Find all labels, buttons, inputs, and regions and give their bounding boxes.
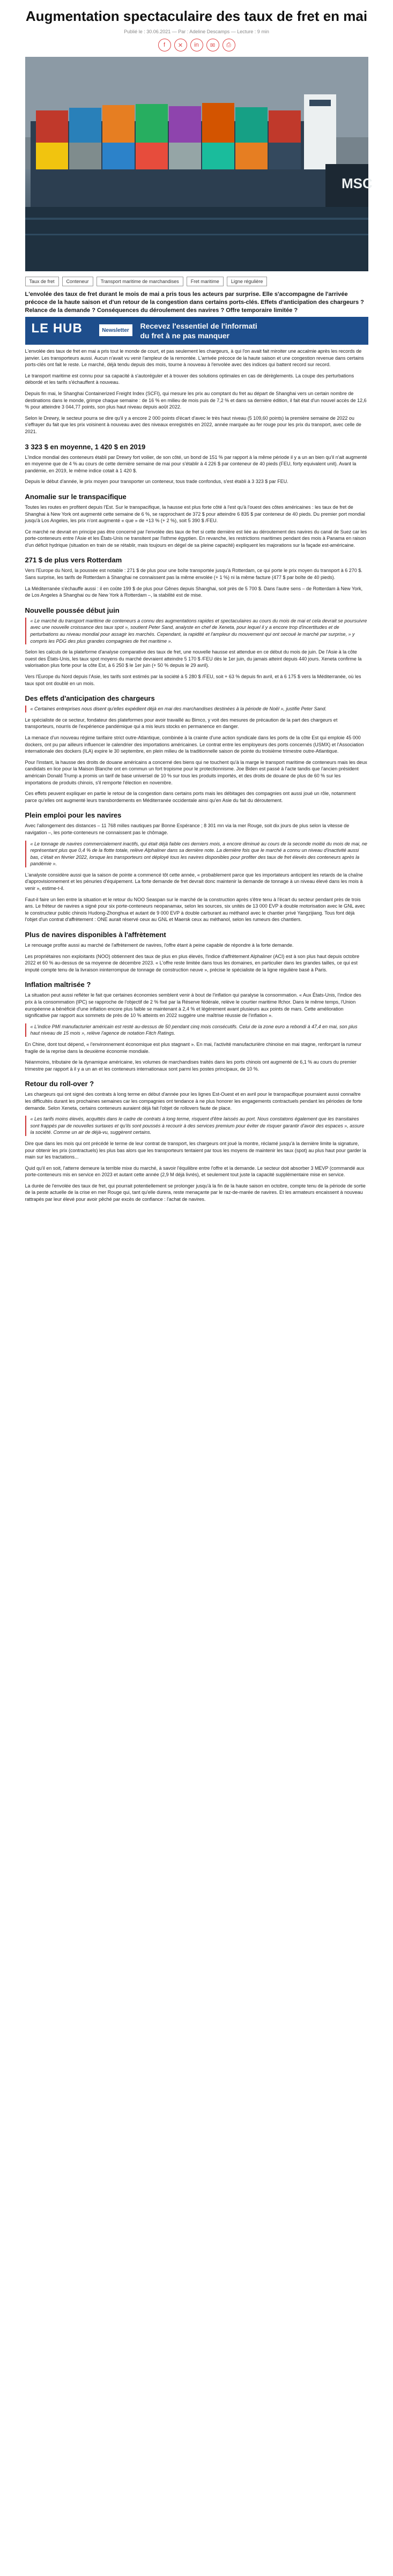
body-paragraph: Faut-il faire un lien entre la situation et le retour du NOO Seaspan sur le marché de la construction après s'être tenu à l'écart du secteur pendant près de trois ans. Le fréteur de navires a signé pour six porte-conteneurs neopanamax, selon les sources, six unités de 13 000 EVP à double motorisation avec le GNL avec le constructeur public chinois Hudong-Zhonghua et autant de 9 000 EVP à double carburant au méthanol avec le chantier privé Yangzijiang. Tous font déjà l'objet d'un contrat d'affrètement : ONE aurait réservé ceux au GNL et Maersk ceux au méthanol, selon les rumeurs des chantiers. [25,896,365,923]
body-paragraph: Toutes les routes en profitent depuis l'Est. Sur le transpacifique, la hausse est plus forte côté à l'est qu'à l'ouest des côtes américaines : les taux de fret de Shanghai à New York ont augmenté cette semaine de 6 %, se rapprochant de 372 $ pour atteindre 6 835 $ par conteneur de 40 pieds. Du premier port mondial jusqu'à Los Angeles, les prix n'ont augmenté « que » de +13 % (+ 2 %), soit 5 390 $ /FEU. [25,504,365,524]
section-heading: Inflation maîtrisée ? [25,981,91,989]
body-paragraph: Ce marché ne devrait en principe pas être concerné par l'envolée des taux de fret si cette dernière est liée au déroutement des navires du canal de Suez car les porte-conteneurs entre l'Asie et les États-Unis ne transitent par l'isthme égyptien. En revanche, les restrictions maritimes pendant des mois à Panama en raison d'un déficit hydrique (situation en train de se rétablir, mais toujours en dégel de sa pleine capacité) expliquent les majorations sur la façade est-américaine. [25,529,367,548]
body-paragraph: « Les tarifs moins élevés, acquittés dans le cadre de contrats à long terme, risquent d'être laissés au port. Nous constatons également que les transitaires sont frappés par de nouvelles surtaxes et qu'ils sont poussés à recourir à des services premium pour éviter de risquer garantir d'avoir des espaces », assure la société. Comme un air de déjà-vu, suggèrent certains. [25,1116,368,1136]
body-paragraph: Quid qu'il en soit, l'atterre demeure la terrible mixe du marché, à savoir l'équilibre entre l'offre et la demande. Le secteur doit absorber 3 MEVP (commandé aux porte-conteneurs mis en service en 2023 et autant cette année (2,9 M déjà livrés), et seulement tout juste la capacité supplémentaire mise en service. [25,1165,365,1178]
newsletter-badge[interactable]: Newsletter [99,324,132,336]
body-paragraph: Pour l'instant, la hausse des droits de douane américains a concerné des biens qui ne touchent qu'à la marge le transport maritime de conteneurs mais les deux candidats en lice pour la Maison Blanche ont en commun un fort tropisme pour le protectionnisme. Joe Biden est passé à l'acte tandis que l'ancien président américain Donald Trump a promis un tarif de base universel de 10 % sur tous les produits importés, et des droits de douane de plus de 60 % sur les importations de produits chinois, s'il remporte l'élection en novembre. [25,759,367,785]
hero-image-container-ship [25,57,373,271]
print-icon[interactable]: ⎙ [223,39,235,51]
section-heading: Nouvelle poussée début juin [25,606,120,614]
facebook-icon[interactable]: f [158,39,171,51]
body-paragraph: L'analyste considère aussi que la saison de pointe a commencé tôt cette année, « probablement parce que les importateurs anticipent les retards de la chaîne d'approvisionnement et les pénuries d'équipement. La forte demande de fret devrait donc maintenir la demande de tonnage à un niveau élevé dans les mois à venir », estime-t-il. [25,872,363,892]
tag-link[interactable]: Transport maritime de marchandises [97,277,183,286]
article-meta: Publié le : 30.06.2021 — Par : Adeline Descamps — Lecture : 9 min [124,29,269,34]
section-heading: 3 323 $ en moyenne, 1 420 $ en 2019 [25,442,146,451]
tag-link[interactable]: Taux de fret [25,277,59,286]
tag-link[interactable]: Conteneur [62,277,93,286]
svg-text:MSC: MSC [341,175,373,191]
body-paragraph: Le spécialiste de ce secteur, fondateur des plateformes pour avoir travaillé au Bimco, y voit des mesures de précaution de la part des chargeurs et transporteurs, nourris de l'expérience pandémique qui a mis leurs stocks en permanence en danger. [25,717,338,730]
body-paragraph: Selon le Drewry, le secteur pourra se dire qu'il y a encore 2 000 points d'écart d'avec le très haut niveau (5 109,60 points) la première semaine de 2022 ou s'effrayer du fait que les prix voisinent à nouveau avec des niveaux enregistrés en 2022, année marquée au fer rouge pour les prix du transport, avec celle de 2021. [25,415,361,434]
body-paragraph: Vers l'Europe du Nord depuis l'Asie, les tarifs sont estimés par la société à 5 280 $ /FEU, soit + 63 % depuis fin avril, et à 6 175 $ vers la Méditerranée, où les taux spot ont doublé en un mois. [25,674,361,686]
section-heading: Retour du roll-over ? [25,1080,94,1088]
body-paragraph: « Le marché du transport maritime de conteneurs a connu des augmentations rapides et spectaculaires au cours du mois de mai et cela devrait se poursuivre avec une nouvelle croissance des taux spot », soutient Peter Sand, analyste en chef de Xeneta, pour lequel il y a encore trop d'incertitudes et de perturbations au niveau mondial pour assagir les marchés. Cependant, la rapidité et l'ampleur du mouvement qui ont secoué le marché par surprise, » y compris les PDG des plus grandes compagnies de fret maritime ». [25,618,368,644]
body-paragraph: Le transport maritime est connu pour sa capacité à s'autoréguler et à trouver des solutions optimales en cas de dérèglements. La coupe des perturbations débordé et les tarifs s'échauffent à nouveau. [25,373,354,385]
article-column [25,0,373,1203]
body-paragraph: Avec l'allongement des distances – 11 768 milles nautiques par Bonne Espérance ; 8 301 mn via la mer Rouge, soit dix jours de plus selon la vitesse de navigation –, les porte-conteneurs ne connaissent pas le chômage. [25,823,350,835]
body-paragraph: L'envolée des taux de fret en mai a pris tout le monde de court, et pas seulement les chargeurs, à qui l'on avait fait miroiter une accalmie après les records de janvier. Les transporteurs aussi. Aucun n'avait vu venir l'ampleur de la remontée. L'arrivée précoce de la haute saison et une congestion revenue dans certains ports-clés ont fait le reste. Le marché, déjà tendu depuis des mois, tourne à nouveau à l'envolée avec des indices qui battent record sur record. [25,348,364,368]
article-title: Augmentation spectaculaire des taux de fret en mai [25,8,368,24]
section-heading: Anomalie sur le transpacifique [25,492,127,501]
newsletter-banner[interactable] [25,317,368,345]
body-paragraph: Les chargeurs qui ont signé des contrats à long terme en début d'année pour les lignes Est-Ouest et en avril pour le transpacifique pourraient aussi connaître les difficultés durant les prochaines semaines car les compagnies ont tendance à ne plus honorer les engagements contractuels pendant les périodes de forte demande. Selon Xeneta, certains conteneurs auraient déjà fait l'objet de rollovers faute de place. [25,1092,362,1111]
article-body [25,348,368,1203]
banner-text [140,321,257,340]
section-heading: Plus de navires disponibles à l'affrètement [25,931,166,939]
body-paragraph: La Méditerranée s'échauffe aussi : il en coûte 199 $ de plus pour Gênes depuis Shanghai, soit près de 5 700 $. Dans l'autre sens – de Rotterdam à New York, de Los Angeles à Shanghai ou de New York à Rotterdam –, la stabilité est de mise. [25,585,363,598]
tag-list [25,277,368,286]
section-heading: 271 $ de plus vers Rotterdam [25,556,122,565]
section-heading: Des effets d'anticipation des chargeurs [25,694,155,703]
body-paragraph: Ces effets peuvent expliquer en partie le retour de la congestion dans certains ports mais les débitages des compagnies ont aussi joué un rôle, notamment parce qu'elles ont augmenté leurs transbordements en Méditerranée occidentale ainsi qu'en Asie du fait du déroutement. [25,791,356,803]
body-paragraph: Néanmoins, tributaire de la dynamique américaine, les volumes de marchandises traités dans les ports chinois ont augmenté de 6,1 % au cours du premier trimestre par rapport à il y a un an et les conteneurs internationaux sont parmi les postes principaux, de 10 %. [25,1059,357,1072]
body-paragraph: Vers l'Europe du Nord, la poussée est notable : 271 $ de plus pour une boîte transportée jusqu'à Rotterdam, ce qui porte le prix moyen du transport à 6 270 $. Sans surprise, les tarifs de Rotterdam à Shanghai ne connaissent pas la même envolée (+ 1 %) ni la même facture (477 $ par boîte de 40 pieds). [25,568,362,581]
linkedin-icon[interactable]: in [190,39,203,51]
body-paragraph: Le renouage profite aussi au marché de l'affrètement de navires, l'offre étant à peine capable de répondre à la forte demande. [25,942,294,948]
tag-link[interactable]: Ligne régulière [227,277,268,286]
body-paragraph: Dire que dans les mois qui ont précédé le terme de leur contrat de transport, les chargeurs ont joué la montre, réclamé jusqu'à la dernière limite la signature, pour obtenir les prix (contractuels) les plus bas alors que les transporteurs tentaient par tous les moyens de maintenir les taux (spot) au plus haut pour garder la main sur les tractations... [25,1140,366,1160]
article-lead: L'envolée des taux de fret durant le mois de mai a pris tous les acteurs par surprise. Elle s'accompagne de l'arrivée précoce de la haute saison et d'un retour de la congestion dans certains ports-clés. Effets d'anticipation des chargeurs ? Relance de la demande ? Conséquences du déroulement des navires ? Offre temporaire limitée ? [25,291,364,314]
body-paragraph: La situation peut aussi refléter le fait que certaines économies semblent venir à bout de l'inflation qui paralyse la consommation. « Aux États-Unis, l'indice des prix à la consommation (IPC) se rapproche de l'objectif de 2 % fixé par la Réserve fédérale, relève le courtier maritime Ifchor. Dans le même temps, l'Union européenne a bénéficié d'une inflation encore plus faible se maintenant à 2,4 % et légèrement avant plusieurs aux points de mars. Cette amélioration significative par rapport aux sommets de près de 10 % atteints en 2022 suggère une maîtrise réussie de l'inflation ». [25,992,361,1019]
body-paragraph: La menace d'un nouveau régime tarifaire strict outre-Atlantique, combinée à la crainte d'une action syndicale dans les ports de la côte Est qui emploie 45 000 dockers, ont pu par ailleurs influencer le calendrier des importations américaines. Le contrat entre les employeurs des ports concernés (USMX) et l'Association internationale des dockers (ILA) expire le 30 septembre, en plein milieu de la traditionnelle saison de pointe du troisième trimestre outre-Atlantique. [25,734,364,754]
body-paragraph: L'indice mondial des conteneurs établi par Drewry fort voilier, de son côté, un bond de 151 % par rapport à la même période il y a un an bien qu'il n'ait augmenté en moyenne que de 4 % au cours de cette dernière semaine de mai pour s'établir à 4 226 $ par conteneur de 40 pieds (FEU, forty equivalent unit). Avant la pandémie, en 2019, le même indice cotait à 1 420 $. [25,454,367,473]
body-paragraph: La durée de l'envolée des taux de fret, qui pourrait potentiellement se prolonger jusqu'à la fin de la haute saison en octobre, compte tenu de la période de sortie de la peste actuelle de la crise en mer Rouge qui, tant qu'elle durera, reste menaçante par le raz-de-marée de navires. Et les armateurs encaissent à nouveau rattrapés par leur élevé pour avoir pêché par excès de confiance : l'achat de navires. [25,1183,366,1202]
body-paragraph: En Chine, dont tout dépend, « l'environnement économique est plus stagnant ». En mai, l'activité manufacturière chinoise en mai stagne, renforçant la rumeur fragile de la reprise dans la deuxième économie mondiale. [25,1041,362,1054]
share-bar [25,39,368,51]
body-paragraph: « L'indice PMI manufacturier américain est resté au-dessus de 50 pendant cinq mois consécutifs. Celui de la zone euro a rebondi à 47,4 en mai, son plus haut niveau de 15 mois », relève l'agence de notation Fitch Ratings. [25,1023,368,1037]
section-heading: Plein emploi pour les navires [25,811,122,820]
x-icon[interactable]: ✕ [174,39,187,51]
body-paragraph: « Le tonnage de navires commercialement inactifs, qui était déjà faible ces derniers mois, a encore diminué au cours de la seconde moitié du mois de mai, ne représentant plus que 0,4 % de la flotte totale, relève Alphaliner dans sa dernière note. La dernière fois que le marché a connu un niveau d'inactivité aussi bas, c'était en février 2022, lorsque les transporteurs ont déployé tous les navires disponibles pour profiter des taux de fret élevés des conteneurs après la pandémie ». [25,841,368,867]
container-ship-illustration [25,57,373,271]
banner-text-line-2: du fret à ne pas manquer [140,331,229,340]
body-paragraph: Depuis le début d'année, le prix moyen pour transporter un conteneur, tous trade confondus, s'est établi à 3 323 $ par FEU. [25,479,288,485]
body-paragraph: Les propriétaires non exploitants (NOO) obtiennent des taux de plus en plus élevés, l'indice d'affrètement Alphaliner (ACI) est à son plus haut depuis octobre 2022 et 60 % au-dessus de sa moyenne de décembre 2023. « L'offre reste limitée dans tous les domaines, en particulier dans les grandes tailles, ce qui est imputé compte tenu de la livraison ininterrompue de tonnage de construction neuve », précise le spécialiste de la ligne régulière basé à Paris. [25,953,360,973]
tag-link[interactable]: Fret maritime [187,277,224,286]
body-paragraph: « Certaines entreprises nous disent qu'elles expédient déjà en mai des marchandises destinées à la période de Noël », justifie Peter Sand. [25,706,368,712]
banner-logo: LE HUB [31,321,83,336]
body-paragraph: Depuis fin mai, le Shanghai Containerized Freight Index (SCFI), qui mesure les prix au comptant du fret au départ de Shanghai vers un certain nombre de destinations dans le monde, grimpe chaque semaine : de 16 % en milieu de mois puis de 7,2 % et dans sa dernière édition, il fait état d'un nouvel accès de 12,6 % pour atteindre 3 044,77 points, son plus haut niveau depuis août 2022. [25,390,367,410]
email-icon[interactable]: ✉ [206,39,219,51]
body-paragraph: Selon les calculs de la plateforme d'analyse comparative des taux de fret, une nouvelle hausse est attendue en ce début du mois de juin. De l'Asie à la côte ouest des États-Unis, les taux spot moyens du marché devraient atteindre 5 170 $ /FEU dès le 1er juin, du jamais atteint depuis 440 jours. Xeneta confirme la valorisation plus forte pour la côte Est, à 6 250 $ le 1er juin (+ 50 % depuis le 29 avril). [25,649,362,669]
banner-text-line-1: Recevez l'essentiel de l'informati [140,322,257,330]
